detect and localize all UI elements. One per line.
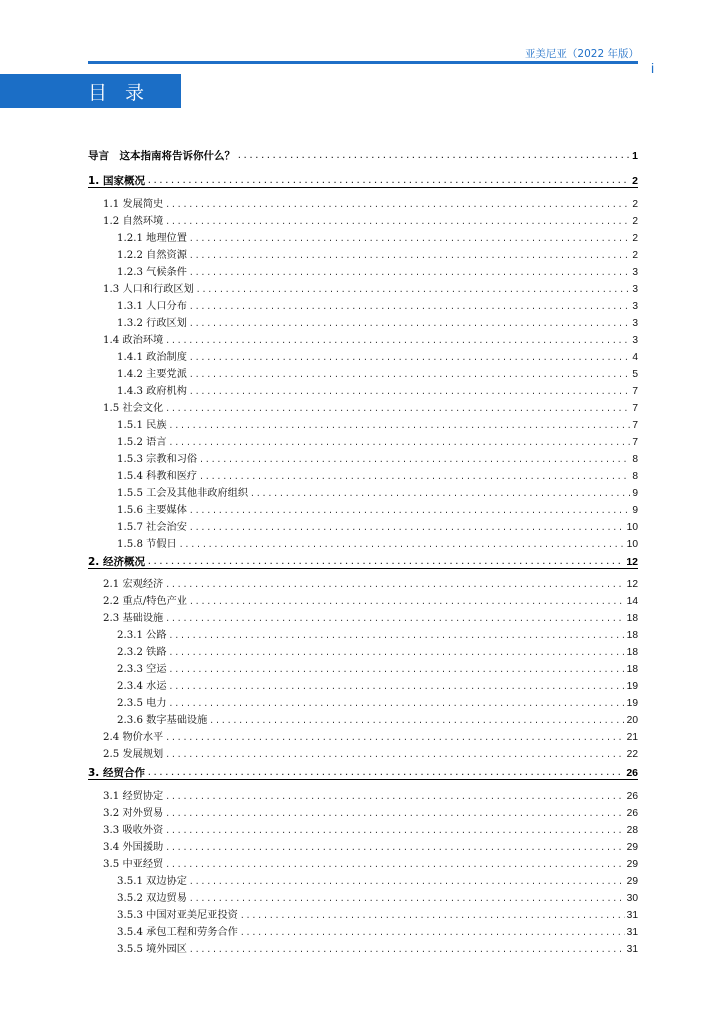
toc-entry-page: 21: [626, 732, 638, 743]
toc-entry-page: 3: [632, 267, 638, 278]
toc-entry-page: 26: [626, 808, 638, 819]
toc-entry-page: 7: [632, 386, 638, 397]
toc-entry-text: 3.4 外国援助: [103, 842, 164, 853]
toc-entry-page: 18: [626, 647, 638, 658]
toc-entry[interactable]: [0, 381, 724, 398]
toc-section-page: 26: [626, 767, 638, 779]
toc-entry[interactable]: [0, 432, 724, 449]
toc-entry-text: 2.3.5 电力: [117, 698, 167, 709]
dot-leader: [165, 862, 624, 870]
toc-entry-text: 1.4 政治环境: [103, 335, 164, 346]
dot-leader: [165, 202, 630, 210]
toc-entry-page: 3: [632, 284, 638, 295]
toc-entry-page: 10: [626, 522, 638, 533]
toc-entry-page: 19: [626, 698, 638, 709]
dot-leader: [165, 811, 624, 819]
toc-entry-text: 1.3.2 行政区划: [117, 318, 187, 329]
toc-entry-page: 12: [626, 579, 638, 590]
toc-entry-text: 3.5 中亚经贸: [103, 859, 164, 870]
toc-entry[interactable]: [0, 642, 724, 659]
dot-leader: [189, 304, 630, 312]
toc-entry-page: 9: [632, 488, 638, 499]
dot-leader: [147, 559, 624, 567]
dot-leader: [169, 684, 625, 692]
toc-entry[interactable]: [0, 871, 724, 888]
toc-entry-page: 2: [632, 233, 638, 244]
toc-entry-text: 1.5.2 语言: [117, 437, 167, 448]
toc-entry-text: 3.5.4 承包工程和劳务合作: [117, 927, 238, 938]
toc-entry-page: 19: [626, 681, 638, 692]
toc-entry[interactable]: [0, 727, 724, 744]
toc-entry-page: 31: [626, 910, 638, 921]
toc-entry-page: 3: [632, 318, 638, 329]
header-title: 亚美尼亚（2022 年版）: [524, 48, 639, 60]
toc-section-text: 1. 国家概况: [88, 175, 145, 187]
toc-section-text: 2. 经济概况: [88, 556, 145, 568]
toc-entry-page: 20: [626, 715, 638, 726]
toc-entry-text: 1.5 社会文化: [103, 403, 164, 414]
toc-entry-page: 22: [626, 749, 638, 760]
toc-section-page: 2: [632, 175, 638, 187]
dot-leader: [179, 542, 625, 550]
dot-leader: [237, 153, 630, 161]
toc-entry-text: 2.3.2 铁路: [117, 647, 167, 658]
toc-entry-text: 2.3 基础设施: [103, 613, 164, 624]
toc-entry[interactable]: [0, 676, 724, 693]
toc-entry[interactable]: [0, 922, 724, 939]
toc-entry[interactable]: [0, 364, 724, 381]
toc-entry[interactable]: [0, 228, 724, 245]
toc-entry[interactable]: [0, 854, 724, 871]
toc-entry-text: 1.1 发展简史: [103, 199, 164, 210]
toc-entry-text: 1.4.2 主要党派: [117, 369, 187, 380]
toc-entry[interactable]: [0, 211, 724, 228]
dot-leader: [209, 718, 624, 726]
dot-leader: [147, 770, 624, 778]
toc-entry[interactable]: [0, 466, 724, 483]
toc-entry[interactable]: [0, 744, 724, 761]
dot-leader: [165, 616, 624, 624]
page-number: i: [651, 60, 655, 76]
toc-entry[interactable]: [0, 786, 724, 803]
toc-entry-text: 1.5.7 社会治安: [117, 522, 187, 533]
dot-leader: [165, 338, 630, 346]
dot-leader: [165, 845, 624, 853]
toc-entry-text: 3.5.2 双边贸易: [117, 893, 187, 904]
toc-entry[interactable]: [0, 398, 724, 415]
toc-entry[interactable]: [0, 296, 724, 313]
dot-leader: [189, 947, 625, 955]
toc-entry-page: 10: [626, 539, 638, 550]
toc-entry-text: 1.5.8 节假日: [117, 539, 177, 550]
toc-entry-text: 1.5.3 宗教和习俗: [117, 454, 198, 465]
toc-entry-text: 1.5.6 主要媒体: [117, 505, 187, 516]
dot-leader: [189, 270, 630, 278]
dot-leader: [169, 650, 625, 658]
toc-entry-text: 2.5 发展规划: [103, 749, 164, 760]
toc-entry[interactable]: [0, 415, 724, 432]
toc-entry-page: 26: [626, 791, 638, 802]
toc-entry-text: 1.4.1 政治制度: [117, 352, 187, 363]
toc-entry[interactable]: [0, 591, 724, 608]
toc-entry[interactable]: [0, 194, 724, 211]
toc-entry[interactable]: [0, 820, 724, 837]
toc-entry-text: 3.5.3 中国对亚美尼亚投资: [117, 910, 238, 921]
toc-entry-text: 2.4 物价水平: [103, 732, 164, 743]
toc-entry[interactable]: [0, 939, 724, 956]
toc-entry-page: 30: [626, 893, 638, 904]
toc-entry[interactable]: [0, 608, 724, 625]
dot-leader: [189, 372, 630, 380]
dot-leader: [169, 633, 625, 641]
dot-leader: [165, 828, 624, 836]
toc-entry[interactable]: [0, 693, 724, 710]
toc-entry-text: 1.5.1 民族: [117, 420, 167, 431]
section-1-underline: [88, 187, 638, 188]
toc-entry-intro[interactable]: [0, 145, 724, 162]
toc-entry[interactable]: [0, 803, 724, 820]
toc-entry[interactable]: [0, 483, 724, 500]
dot-leader: [189, 599, 625, 607]
toc-entry-page: 28: [626, 825, 638, 836]
toc-entry[interactable]: [0, 279, 724, 296]
dot-leader: [250, 491, 630, 499]
dot-leader: [199, 457, 630, 465]
toc-entry[interactable]: [0, 837, 724, 854]
dot-leader: [169, 423, 631, 431]
toc-section-text: 3. 经贸合作: [88, 767, 145, 779]
toc-entry[interactable]: [0, 534, 724, 551]
toc-entry-page: 7: [632, 403, 638, 414]
dot-leader: [196, 287, 631, 295]
toc-entry-page: 7: [632, 437, 638, 448]
section-3-underline: [88, 779, 638, 780]
toc-entry-text: 1.3 人口和行政区划: [103, 284, 194, 295]
dot-leader: [189, 508, 630, 516]
toc-entry-page: 18: [626, 664, 638, 675]
toc-entry-text: 1.5.5 工会及其他非政府组织: [117, 488, 249, 499]
toc-entry-page: 31: [626, 927, 638, 938]
toc-entry-page: 29: [626, 859, 638, 870]
toc-entry[interactable]: [0, 245, 724, 262]
toc-entry-text: 3.3 吸收外资: [103, 825, 164, 836]
dot-leader: [199, 474, 630, 482]
toc-entry[interactable]: [0, 888, 724, 905]
toc-entry-page: 3: [632, 335, 638, 346]
section-2-underline: [88, 568, 638, 569]
toc-entry[interactable]: [0, 574, 724, 591]
toc-entry-page: 31: [626, 944, 638, 955]
toc-entry-text: 1.2.2 自然资源: [117, 250, 187, 261]
dot-leader: [189, 236, 630, 244]
toc-entry[interactable]: [0, 449, 724, 466]
toc-entry-page: 4: [632, 352, 638, 363]
toc-entry-text: 2.3.1 公路: [117, 630, 167, 641]
dot-leader: [165, 735, 624, 743]
toc-entry[interactable]: [0, 347, 724, 364]
toc-section-2[interactable]: [0, 551, 724, 568]
dot-leader: [189, 879, 625, 887]
dot-leader: [165, 752, 624, 760]
toc-entry-page: 18: [626, 630, 638, 641]
toc-entry-text: 3.1 经贸协定: [103, 791, 164, 802]
toc-entry[interactable]: [0, 313, 724, 330]
toc-entry-text: 2.3.4 水运: [117, 681, 167, 692]
toc-entry-text: 2.3.3 空运: [117, 664, 167, 675]
toc-entry-page: 7: [632, 420, 638, 431]
toc-entry-text: 3.2 对外贸易: [103, 808, 164, 819]
toc-entry-page: 29: [626, 876, 638, 887]
toc-entry-page: 2: [632, 199, 638, 210]
dot-leader: [169, 667, 625, 675]
toc-entry-page: 3: [632, 301, 638, 312]
toc-entry-text: 2.2 重点/特色产业: [103, 596, 187, 607]
toc-entry[interactable]: [0, 517, 724, 534]
toc-entry-page: 1: [632, 150, 638, 162]
toc-entry-page: 14: [626, 596, 638, 607]
toc-entry-text: 1.2.3 气候条件: [117, 267, 187, 278]
toc-entry[interactable]: [0, 330, 724, 347]
toc-entry-page: 8: [632, 471, 638, 482]
toc-entry[interactable]: [0, 262, 724, 279]
dot-leader: [189, 525, 625, 533]
toc-entry-text: 2.1 宏观经济: [103, 579, 164, 590]
toc-entry-text: 导言 这本指南将告诉你什么？: [88, 150, 235, 162]
toc-section-1[interactable]: [0, 170, 724, 187]
dot-leader: [165, 794, 624, 802]
dot-leader: [189, 389, 630, 397]
dot-leader: [240, 930, 625, 938]
toc-entry-text: 1.4.3 政府机构: [117, 386, 187, 397]
dot-leader: [240, 913, 625, 921]
toc-entry-text: 1.2 自然环境: [103, 216, 164, 227]
toc-entry-page: 2: [632, 216, 638, 227]
toc-section-3[interactable]: [0, 762, 724, 779]
toc-entry-page: 5: [632, 369, 638, 380]
toc-entry-page: 2: [632, 250, 638, 261]
dot-leader: [189, 896, 625, 904]
dot-leader: [189, 355, 630, 363]
dot-leader: [165, 219, 630, 227]
dot-leader: [189, 321, 630, 329]
toc-entry-text: 3.5.5 境外园区: [117, 944, 187, 955]
toc-entry-page: 18: [626, 613, 638, 624]
toc-entry-text: 2.3.6 数字基础设施: [117, 715, 208, 726]
toc-entry-text: 1.5.4 科教和医疗: [117, 471, 198, 482]
toc-entry-page: 29: [626, 842, 638, 853]
toc-entry-text: 1.2.1 地理位置: [117, 233, 187, 244]
dot-leader: [165, 582, 624, 590]
dot-leader: [169, 701, 625, 709]
dot-leader: [147, 178, 630, 186]
toc-entry[interactable]: [0, 659, 724, 676]
dot-leader: [169, 440, 631, 448]
toc-entry-text: 1.3.1 人口分布: [117, 301, 187, 312]
toc-entry-page: 9: [632, 505, 638, 516]
toc-entry[interactable]: [0, 905, 724, 922]
toc-section-page: 12: [626, 556, 638, 568]
toc-title: 目录: [88, 82, 163, 104]
toc-entry[interactable]: [0, 710, 724, 727]
toc-entry-page: 8: [632, 454, 638, 465]
toc-entry-text: 3.5.1 双边协定: [117, 876, 187, 887]
toc-entry[interactable]: [0, 625, 724, 642]
dot-leader: [189, 253, 630, 261]
toc-entry[interactable]: [0, 500, 724, 517]
dot-leader: [165, 406, 630, 414]
